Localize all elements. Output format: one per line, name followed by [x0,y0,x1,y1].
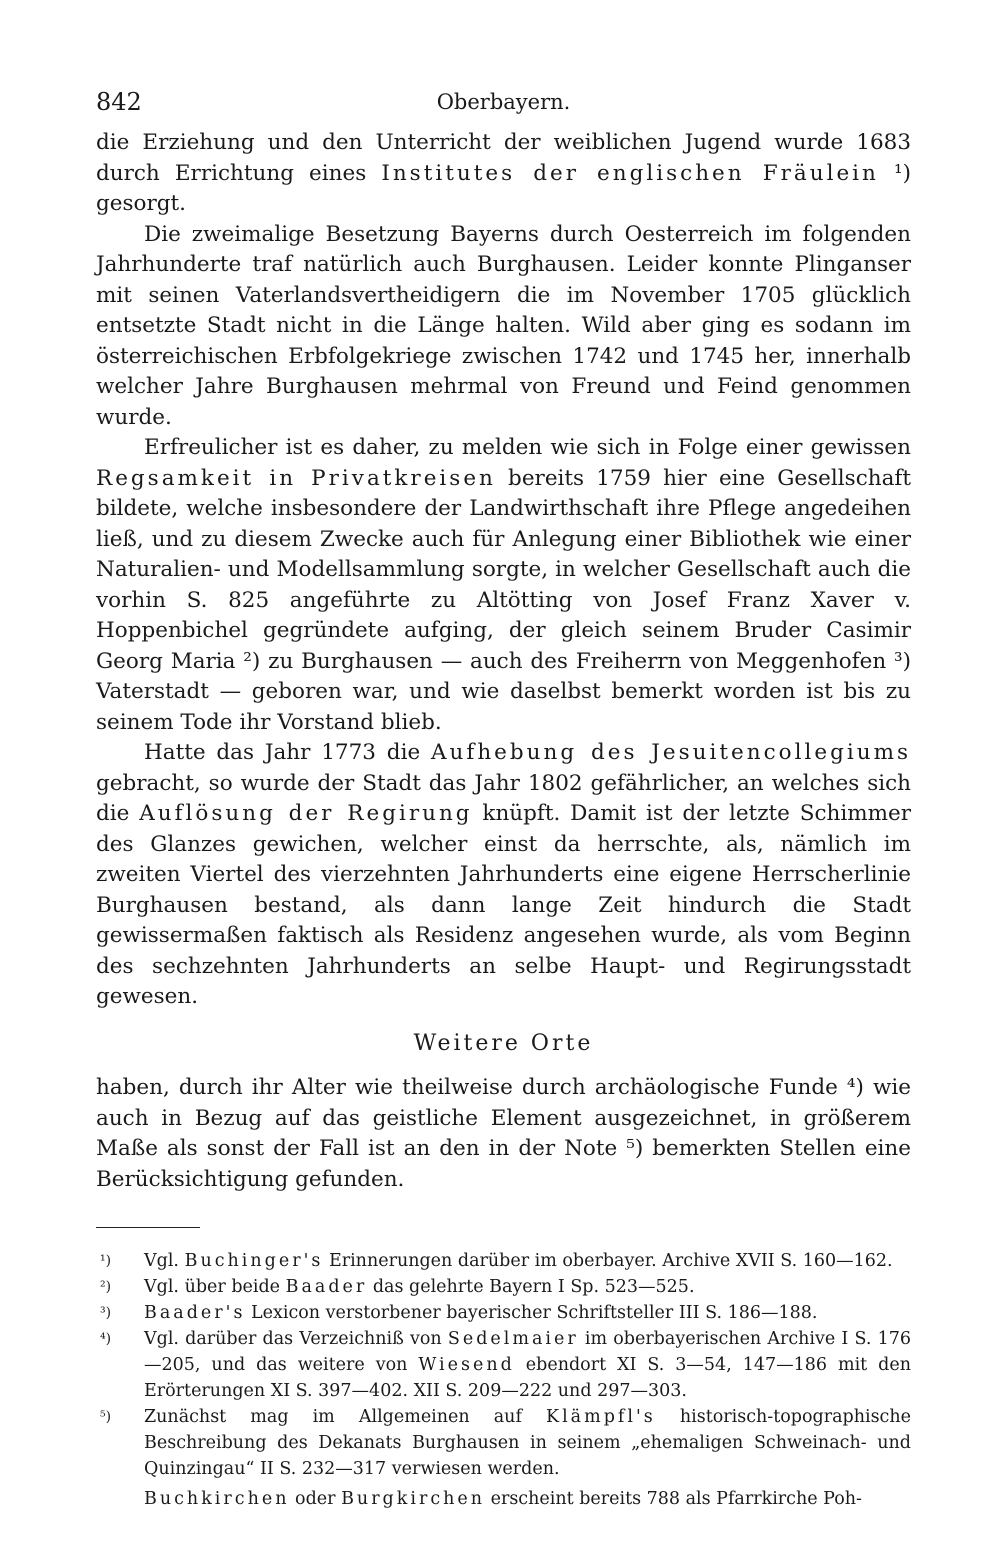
footnote-2 [100,1274,911,1300]
document-page [96,88,911,1530]
emphasized-text: Buchkirchen [144,1489,290,1509]
footnote-marker: ⁵) [100,1409,112,1425]
footnote-divider [96,1227,200,1228]
text-run: die Erziehung und den Unterricht der weiblichen Jugend wurde 1683 durch Errichtung eines [96,130,911,186]
section-paragraph: haben, durch ihr Alter wie theilweise durch archäologische Funde ⁴) wie auch in Bezug auf das geistliche Element ausgezeichnet, in größerem Maße als sonst der Fall ist an den in der Note ⁵) bemerkten Stellen eine Berücksichtigung gefunden. [96,1075,911,1192]
running-head: Oberbayern. [436,90,571,114]
footnote-marker: ¹) [100,1253,112,1269]
text-run: ebendort XI S. 3—54, 147—186 mit den Erörterungen XI S. 397—402. XII S. 209—222 und 297—303. [144,1355,911,1401]
continuation-paragraph [96,1486,911,1512]
footnote-1 [100,1248,911,1274]
footnote-4 [100,1326,911,1404]
page-number: 842 [96,88,142,116]
footnote-marker: ³) [100,1305,112,1321]
paragraph-3 [96,433,911,738]
text-run: oder [289,1489,342,1509]
emphasized-text: Klämpfl's [546,1407,656,1427]
emphasized-text: Institutes der englischen Fräulein [381,160,879,186]
emphasized-text: Sedelmaier [447,1329,579,1349]
paragraph-1 [96,128,911,220]
emphasized-text: Aufhebung des Jesuitencollegiums [431,740,911,765]
footnote-marker: ²) [100,1279,112,1295]
emphasized-text: Auflösung der Regirung [139,801,473,826]
text-run: gebracht, so wurde der Stadt das Jahr 1802 gefährlicher, an welches sich die [96,770,911,826]
paragraph-4 [96,738,911,1013]
page-header [96,88,911,128]
text-run: ¹) gesorgt. [96,160,911,216]
text-run: erscheint bereits 788 als Pfarrkirche Poh- [485,1489,862,1509]
emphasized-text: Baader's [144,1303,246,1323]
text-run: Erfreulicher ist es daher, zu melden wie sich in Folge einer gewissen [144,435,911,460]
paragraph-2: Die zweimalige Besetzung Bayerns durch Oesterreich im folgenden Jahrhunderte traf natürlich auch Burghausen. Leider konnte Plinganser mit seinen Vaterlandsvertheidigern die im November 1705 glücklich entsetzte Stadt nicht in die Länge halten. Wild aber ging es sodann im österreichischen Erbfolgekriege zwischen 1742 und 1745 her, innerhalb welcher Jahre Burghausen mehrmal von Freund und Feind genommen wurde. [96,221,911,430]
text-run: Lexicon verstorbener bayerischer Schriftsteller III S. 186—188. [245,1303,818,1323]
text-run: Erinnerungen darüber im oberbayer. Archive XVII S. 160—162. [323,1251,893,1271]
text-run: im oberbayerischen Archive I S. 176—205, und das weitere von [144,1329,911,1375]
text-run: historisch-topographische Beschreibung des Dekanats Burghausen in seinem „ehemaligen Schweinach- und Quinzingau“ II S. 232—317 verwiesen werden. [144,1407,911,1479]
emphasized-text: Burgkirchen [341,1489,486,1509]
text-run: Vgl. über beide [144,1277,286,1297]
main-text [96,128,911,1195]
text-run: knüpft. Damit ist der letzte Schimmer des Glanzes gewichen, welcher einst da herrschte, als, nämlich im zweiten Viertel des vierzehnten Jahrhunderts eine eigene Herrscherlinie Burghausen bestand, als dann lange Zeit hindurch die Stadt gewissermaßen faktisch als Residenz angesehen wurde, als vom Beginn des sechzehnten Jahrhunderts an selbe Haupt- und Regirungsstadt gewesen. [96,801,911,1009]
emphasized-text: Regsamkeit in Privatkreisen [96,465,496,491]
footnote-5 [100,1404,911,1482]
text-run: Vgl. darüber das Verzeichniß von [144,1329,448,1349]
text-run: Zunächst mag im Allgemeinen auf [144,1407,546,1427]
footnote-marker: ⁴) [100,1331,112,1347]
text-run: das gelehrte Bayern I Sp. 523—525. [367,1277,695,1297]
text-run: bereits 1759 hier eine Gesellschaft bildete, welche insbesondere der Landwirthschaft ihre Pflege angedeihen ließ, und zu diesem Zwecke auch für Anlegung einer Bibliothek wie einer Naturalien- und Modellsammlung sorgte, in welcher Gesellschaft auch die vorhin S. 825 angeführte zu Altötting von Josef Franz Xaver v. Hoppenbichel gegründete aufging, der gleich seinem Bruder Casimir Georg Maria ²) zu Burghausen — auch des Freiherrn von Meggenhofen ³) Vaterstadt — geboren war, und wie daselbst bemerkt worden ist bis zu seinem Tode ihr Vorstand blieb. [96,465,911,735]
section-heading: Weitere Orte [413,1030,594,1056]
emphasized-text: Wiesend [418,1355,515,1375]
emphasized-text: Baader [285,1277,368,1297]
text-run: Hatte das Jahr 1773 die [144,740,431,765]
footnote-3 [100,1300,911,1326]
text-run: Vgl. [144,1251,185,1271]
emphasized-text: Buchinger's [184,1251,324,1271]
footnotes [96,1248,911,1482]
